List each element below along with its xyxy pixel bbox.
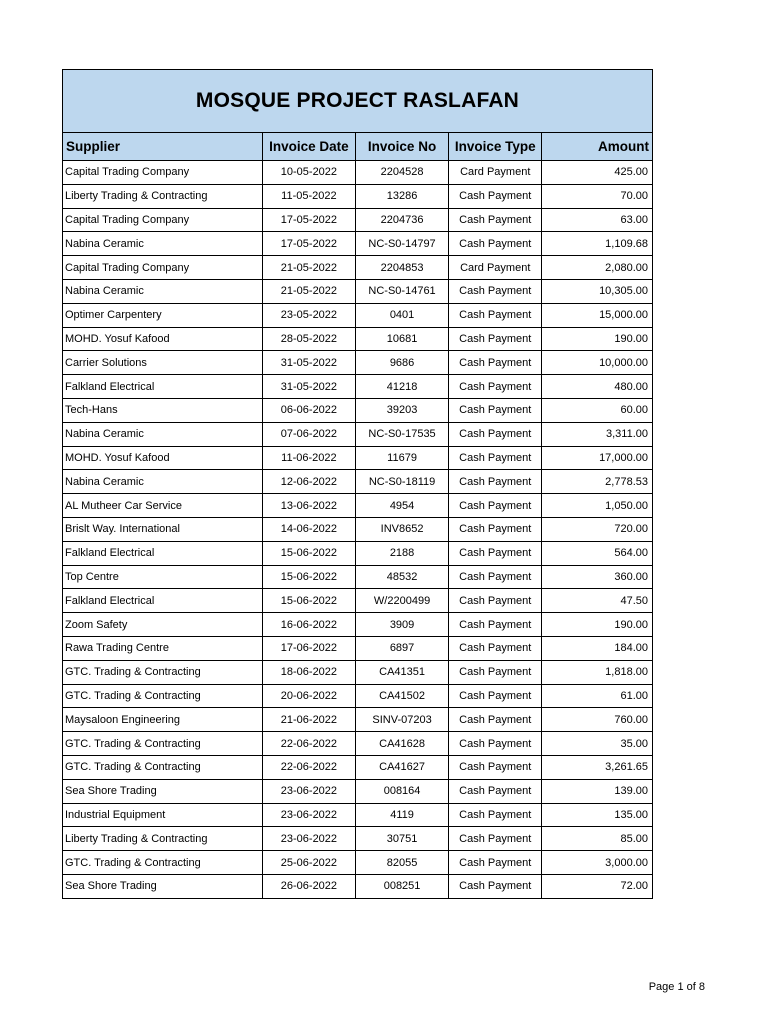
table-row (63, 708, 652, 732)
cell-amount: 85.00 (542, 827, 652, 851)
table-row (63, 375, 652, 399)
cell-invoice-date: 18-06-2022 (262, 660, 355, 684)
cell-amount: 190.00 (542, 613, 652, 637)
table-row (63, 279, 652, 303)
cell-invoice-no: 008251 (355, 874, 448, 897)
cell-invoice-no: CA41351 (355, 660, 448, 684)
cell-invoice-no: 4119 (355, 803, 448, 827)
column-header-invoice-no: Invoice No (355, 133, 448, 161)
cell-invoice-date: 28-05-2022 (262, 327, 355, 351)
cell-supplier: GTC. Trading & Contracting (63, 851, 262, 875)
column-header-amount: Amount (542, 133, 652, 161)
cell-supplier: GTC. Trading & Contracting (63, 684, 262, 708)
cell-invoice-date: 23-05-2022 (262, 303, 355, 327)
cell-supplier: Nabina Ceramic (63, 232, 262, 256)
table-row (63, 446, 652, 470)
cell-invoice-no: INV8652 (355, 517, 448, 541)
table-row (63, 327, 652, 351)
cell-invoice-no: 008164 (355, 779, 448, 803)
cell-amount: 1,109.68 (542, 232, 652, 256)
cell-invoice-date: 10-05-2022 (262, 161, 355, 185)
cell-amount: 10,000.00 (542, 351, 652, 375)
invoice-table (63, 133, 652, 898)
table-row (63, 256, 652, 280)
table-row (63, 208, 652, 232)
cell-invoice-type: Cash Payment (449, 732, 542, 756)
cell-invoice-date: 21-05-2022 (262, 256, 355, 280)
cell-invoice-no: 6897 (355, 636, 448, 660)
table-row (63, 613, 652, 637)
cell-supplier: Sea Shore Trading (63, 779, 262, 803)
cell-amount: 3,261.65 (542, 755, 652, 779)
cell-supplier: Falkland Electrical (63, 541, 262, 565)
cell-invoice-no: 39203 (355, 398, 448, 422)
table-row (63, 732, 652, 756)
cell-invoice-date: 11-06-2022 (262, 446, 355, 470)
table-row (63, 232, 652, 256)
cell-amount: 720.00 (542, 517, 652, 541)
cell-invoice-date: 06-06-2022 (262, 398, 355, 422)
cell-invoice-date: 13-06-2022 (262, 494, 355, 518)
cell-amount: 47.50 (542, 589, 652, 613)
cell-invoice-date: 16-06-2022 (262, 613, 355, 637)
table-row (63, 517, 652, 541)
cell-invoice-date: 14-06-2022 (262, 517, 355, 541)
cell-invoice-no: 2204528 (355, 161, 448, 185)
table-row (63, 422, 652, 446)
cell-invoice-date: 17-05-2022 (262, 208, 355, 232)
cell-supplier: Rawa Trading Centre (63, 636, 262, 660)
cell-invoice-date: 21-05-2022 (262, 279, 355, 303)
cell-invoice-type: Cash Payment (449, 208, 542, 232)
cell-supplier: GTC. Trading & Contracting (63, 755, 262, 779)
cell-supplier: Capital Trading Company (63, 161, 262, 185)
cell-invoice-no: CA41627 (355, 755, 448, 779)
cell-invoice-no: CA41502 (355, 684, 448, 708)
cell-amount: 760.00 (542, 708, 652, 732)
cell-invoice-no: NC-S0-14761 (355, 279, 448, 303)
cell-amount: 2,080.00 (542, 256, 652, 280)
cell-amount: 425.00 (542, 161, 652, 185)
invoice-sheet (62, 69, 653, 899)
cell-supplier: MOHD. Yosuf Kafood (63, 327, 262, 351)
cell-supplier: Brislt Way. International (63, 517, 262, 541)
table-row (63, 589, 652, 613)
cell-invoice-type: Cash Payment (449, 589, 542, 613)
cell-supplier: Capital Trading Company (63, 208, 262, 232)
cell-invoice-no: 2204853 (355, 256, 448, 280)
cell-amount: 360.00 (542, 565, 652, 589)
cell-supplier: Carrier Solutions (63, 351, 262, 375)
cell-supplier: Top Centre (63, 565, 262, 589)
cell-invoice-type: Cash Payment (449, 851, 542, 875)
cell-invoice-type: Cash Payment (449, 517, 542, 541)
cell-invoice-type: Cash Payment (449, 327, 542, 351)
cell-amount: 10,305.00 (542, 279, 652, 303)
cell-amount: 70.00 (542, 184, 652, 208)
cell-amount: 63.00 (542, 208, 652, 232)
cell-supplier: Liberty Trading & Contracting (63, 184, 262, 208)
cell-invoice-no: 48532 (355, 565, 448, 589)
cell-invoice-date: 22-06-2022 (262, 732, 355, 756)
table-row (63, 755, 652, 779)
cell-invoice-date: 15-06-2022 (262, 565, 355, 589)
cell-supplier: AL Mutheer Car Service (63, 494, 262, 518)
cell-amount: 1,050.00 (542, 494, 652, 518)
cell-supplier: Liberty Trading & Contracting (63, 827, 262, 851)
cell-invoice-no: NC-S0-17535 (355, 422, 448, 446)
cell-invoice-type: Card Payment (449, 161, 542, 185)
cell-invoice-type: Cash Payment (449, 660, 542, 684)
cell-invoice-no: 10681 (355, 327, 448, 351)
cell-invoice-type: Card Payment (449, 256, 542, 280)
cell-invoice-date: 11-05-2022 (262, 184, 355, 208)
cell-invoice-type: Cash Payment (449, 708, 542, 732)
cell-invoice-date: 17-06-2022 (262, 636, 355, 660)
cell-invoice-date: 20-06-2022 (262, 684, 355, 708)
cell-amount: 139.00 (542, 779, 652, 803)
cell-invoice-type: Cash Payment (449, 351, 542, 375)
table-row (63, 874, 652, 897)
cell-amount: 480.00 (542, 375, 652, 399)
cell-invoice-no: 2204736 (355, 208, 448, 232)
cell-invoice-date: 23-06-2022 (262, 779, 355, 803)
cell-amount: 2,778.53 (542, 470, 652, 494)
cell-supplier: Zoom Safety (63, 613, 262, 637)
table-row (63, 184, 652, 208)
cell-invoice-date: 31-05-2022 (262, 351, 355, 375)
cell-invoice-no: NC-S0-18119 (355, 470, 448, 494)
table-row (63, 660, 652, 684)
cell-invoice-type: Cash Payment (449, 827, 542, 851)
cell-invoice-date: 23-06-2022 (262, 803, 355, 827)
cell-amount: 184.00 (542, 636, 652, 660)
cell-invoice-no: 3909 (355, 613, 448, 637)
cell-invoice-type: Cash Payment (449, 303, 542, 327)
cell-invoice-date: 26-06-2022 (262, 874, 355, 897)
cell-invoice-no: W/2200499 (355, 589, 448, 613)
cell-amount: 3,311.00 (542, 422, 652, 446)
cell-invoice-no: 30751 (355, 827, 448, 851)
cell-supplier: Optimer Carpentery (63, 303, 262, 327)
table-row (63, 565, 652, 589)
cell-amount: 15,000.00 (542, 303, 652, 327)
page-number: Page 1 of 8 (648, 981, 705, 993)
cell-invoice-type: Cash Payment (449, 684, 542, 708)
cell-invoice-date: 25-06-2022 (262, 851, 355, 875)
cell-invoice-type: Cash Payment (449, 803, 542, 827)
cell-invoice-no: 11679 (355, 446, 448, 470)
cell-invoice-date: 17-05-2022 (262, 232, 355, 256)
sheet-title: MOSQUE PROJECT RASLAFAN (63, 70, 652, 133)
cell-amount: 61.00 (542, 684, 652, 708)
cell-invoice-type: Cash Payment (449, 184, 542, 208)
cell-supplier: Maysaloon Engineering (63, 708, 262, 732)
table-body (63, 161, 652, 898)
cell-supplier: Tech-Hans (63, 398, 262, 422)
cell-amount: 72.00 (620, 880, 648, 893)
cell-amount: 564.00 (542, 541, 652, 565)
cell-amount: 1,818.00 (542, 660, 652, 684)
cell-invoice-type: Cash Payment (449, 232, 542, 256)
cell-invoice-date: 22-06-2022 (262, 755, 355, 779)
cell-supplier: Nabina Ceramic (63, 470, 262, 494)
cell-amount: 60.00 (542, 398, 652, 422)
cell-invoice-no: 9686 (355, 351, 448, 375)
cell-invoice-date: 12-06-2022 (262, 470, 355, 494)
cell-invoice-date: 23-06-2022 (262, 827, 355, 851)
table-row (63, 541, 652, 565)
cell-supplier: Capital Trading Company (63, 256, 262, 280)
cell-supplier: GTC. Trading & Contracting (63, 660, 262, 684)
cell-amount: 190.00 (542, 327, 652, 351)
cell-supplier: GTC. Trading & Contracting (63, 732, 262, 756)
cell-invoice-no: NC-S0-14797 (355, 232, 448, 256)
cell-invoice-date: 07-06-2022 (262, 422, 355, 446)
cell-invoice-type: Cash Payment (449, 279, 542, 303)
cell-invoice-date: 21-06-2022 (262, 708, 355, 732)
cell-supplier: Falkland Electrical (63, 375, 262, 399)
table-header-row (63, 133, 652, 161)
cell-invoice-no: 0401 (355, 303, 448, 327)
table-row (63, 161, 652, 185)
cell-invoice-type: Cash Payment (449, 375, 542, 399)
column-header-invoice-type: Invoice Type (449, 133, 542, 161)
cell-invoice-type: Cash Payment (449, 422, 542, 446)
cell-supplier: Industrial Equipment (63, 803, 262, 827)
table-row (63, 803, 652, 827)
cell-supplier: Nabina Ceramic (63, 279, 262, 303)
cell-invoice-no: 82055 (355, 851, 448, 875)
table-row (63, 303, 652, 327)
cell-invoice-type: Cash Payment (449, 446, 542, 470)
table-row (63, 827, 652, 851)
table-row (63, 351, 652, 375)
cell-invoice-type: Cash Payment (449, 541, 542, 565)
cell-invoice-type: Cash Payment (449, 636, 542, 660)
table-row (63, 779, 652, 803)
cell-invoice-date: 15-06-2022 (262, 541, 355, 565)
cell-invoice-no: SINV-07203 (355, 708, 448, 732)
table-row (63, 470, 652, 494)
cell-invoice-no: 41218 (355, 375, 448, 399)
cell-invoice-no: 2188 (355, 541, 448, 565)
cell-invoice-type: Cash Payment (449, 613, 542, 637)
cell-supplier: Nabina Ceramic (63, 422, 262, 446)
table-row (63, 398, 652, 422)
table-row (63, 636, 652, 660)
cell-amount: 3,000.00 (542, 851, 652, 875)
table-row (63, 851, 652, 875)
cell-invoice-date: 15-06-2022 (262, 589, 355, 613)
cell-amount: 135.00 (542, 803, 652, 827)
cell-invoice-no: 4954 (355, 494, 448, 518)
cell-invoice-type: Cash Payment (449, 565, 542, 589)
cell-supplier: MOHD. Yosuf Kafood (63, 446, 262, 470)
cell-invoice-date: 31-05-2022 (262, 375, 355, 399)
cell-supplier: Sea Shore Trading (63, 874, 262, 897)
cell-invoice-type: Cash Payment (449, 470, 542, 494)
cell-amount: 35.00 (542, 732, 652, 756)
cell-invoice-type: Cash Payment (449, 779, 542, 803)
column-header-supplier: Supplier (63, 133, 262, 161)
cell-invoice-type: Cash Payment (449, 755, 542, 779)
cell-invoice-type: Cash Payment (449, 398, 542, 422)
cell-invoice-no: CA41628 (355, 732, 448, 756)
table-row (63, 684, 652, 708)
cell-invoice-type: Cash Payment (449, 874, 542, 897)
column-header-invoice-date: Invoice Date (262, 133, 355, 161)
cell-amount: 17,000.00 (542, 446, 652, 470)
cell-supplier: Falkland Electrical (63, 589, 262, 613)
cell-invoice-no: 13286 (355, 184, 448, 208)
table-row (63, 494, 652, 518)
cell-invoice-type: Cash Payment (449, 494, 542, 518)
